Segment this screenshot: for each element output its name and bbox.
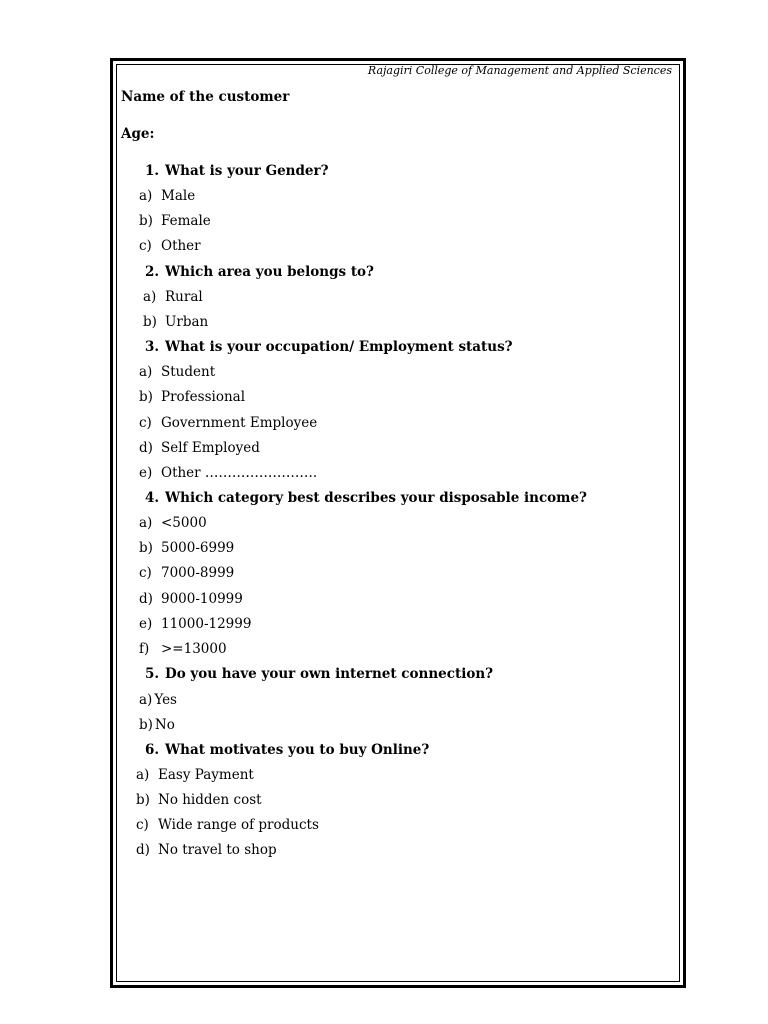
- question-number: 3.: [145, 339, 160, 355]
- option-q6-a[interactable]: [136, 767, 254, 783]
- question-1: [145, 163, 329, 179]
- option-text: Other …………………….: [161, 465, 318, 481]
- question-text: What is your occupation/ Employment status?: [165, 339, 513, 355]
- question-number: 6.: [145, 742, 160, 758]
- option-text: Other: [161, 238, 201, 254]
- option-letter: a): [139, 364, 153, 380]
- option-letter: e): [139, 616, 153, 632]
- question-number: 5.: [145, 666, 160, 682]
- option-q1-c[interactable]: [139, 238, 201, 254]
- question-text: Which category best describes your disposable income?: [165, 490, 587, 506]
- option-q4-d[interactable]: [139, 591, 243, 607]
- question-text: Do you have your own internet connection?: [165, 666, 494, 682]
- option-text: Male: [161, 188, 196, 204]
- option-q4-e[interactable]: [139, 616, 251, 632]
- option-q1-a[interactable]: [139, 188, 195, 204]
- option-q3-c[interactable]: [139, 415, 317, 431]
- option-text: 7000-8999: [161, 565, 235, 581]
- option-q1-b[interactable]: [139, 213, 211, 229]
- option-text: Yes: [154, 692, 177, 708]
- option-q6-c[interactable]: [136, 817, 319, 833]
- option-letter: b): [139, 213, 153, 229]
- option-text: Urban: [165, 314, 209, 330]
- question-text: Which area you belongs to?: [165, 264, 374, 280]
- question-text: What is your Gender?: [165, 163, 329, 179]
- option-letter: b): [139, 717, 153, 733]
- option-q2-b[interactable]: [143, 314, 208, 330]
- option-q5-b[interactable]: [139, 717, 175, 733]
- option-q6-d[interactable]: [136, 842, 277, 858]
- option-letter: c): [139, 238, 152, 254]
- question-number: 2.: [145, 264, 160, 280]
- option-q3-b[interactable]: [139, 389, 245, 405]
- option-letter: b): [139, 389, 153, 405]
- option-letter: b): [136, 792, 150, 808]
- option-letter: b): [139, 540, 153, 556]
- option-text: Professional: [161, 389, 246, 405]
- option-text: Wide range of products: [158, 817, 319, 833]
- option-q4-f[interactable]: [139, 641, 227, 657]
- option-text: 11000-12999: [161, 616, 252, 632]
- option-letter: c): [136, 817, 149, 833]
- age-label: Age:: [121, 126, 155, 142]
- option-text: <5000: [161, 515, 207, 531]
- option-text: Student: [161, 364, 216, 380]
- option-letter: a): [139, 692, 153, 708]
- option-letter: d): [139, 440, 153, 456]
- option-q4-c[interactable]: [139, 565, 234, 581]
- option-text: 5000-6999: [161, 540, 235, 556]
- option-text: Easy Payment: [158, 767, 254, 783]
- option-q4-b[interactable]: [139, 540, 234, 556]
- option-text: Female: [161, 213, 211, 229]
- option-letter: a): [139, 515, 153, 531]
- question-3: [145, 339, 513, 355]
- option-q3-a[interactable]: [139, 364, 215, 380]
- option-letter: d): [136, 842, 150, 858]
- option-q4-a[interactable]: [139, 515, 207, 531]
- option-text: No hidden cost: [158, 792, 262, 808]
- header-institution: Rajagiri College of Management and Applied Sciences: [367, 64, 672, 77]
- option-text: 9000-10999: [161, 591, 243, 607]
- question-number: 1.: [145, 163, 160, 179]
- question-6: [145, 742, 429, 758]
- option-letter: a): [136, 767, 150, 783]
- customer-name-label: Name of the customer: [121, 89, 290, 105]
- option-letter: f): [139, 641, 150, 657]
- option-text: >=13000: [161, 641, 227, 657]
- question-5: [145, 666, 493, 682]
- option-text: No: [154, 717, 175, 733]
- option-text: Government Employee: [161, 415, 318, 431]
- option-letter: c): [139, 415, 152, 431]
- option-text: Self Employed: [161, 440, 260, 456]
- option-q5-a[interactable]: [139, 692, 177, 708]
- option-letter: c): [139, 565, 152, 581]
- option-q6-b[interactable]: [136, 792, 262, 808]
- option-q3-d[interactable]: [139, 440, 260, 456]
- option-letter: d): [139, 591, 153, 607]
- option-text: No travel to shop: [158, 842, 277, 858]
- question-number: 4.: [145, 490, 160, 506]
- question-text: What motivates you to buy Online?: [165, 742, 430, 758]
- option-letter: a): [143, 289, 157, 305]
- option-q3-e[interactable]: [139, 465, 317, 481]
- option-letter: a): [139, 188, 153, 204]
- question-4: [145, 490, 587, 506]
- option-letter: e): [139, 465, 153, 481]
- option-letter: b): [143, 314, 157, 330]
- option-text: Rural: [165, 289, 203, 305]
- option-q2-a[interactable]: [143, 289, 203, 305]
- question-2: [145, 264, 374, 280]
